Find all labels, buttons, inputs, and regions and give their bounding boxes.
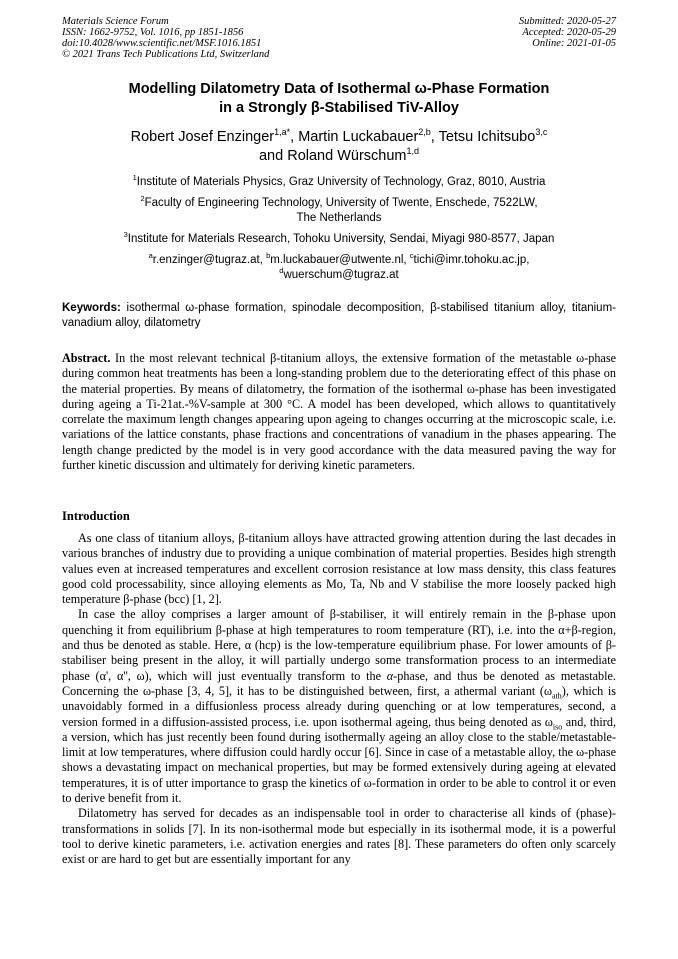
paper-title — [62, 80, 616, 118]
keywords — [62, 301, 616, 330]
intro-text: ), which is unavoidably formed in a diffusionless process already during quenching or at low temperatures, second, a version formed in a diffusion-assisted process, i.e. upon isothermal ageing, thus being denoted as ω — [62, 683, 616, 729]
email-mark: d — [279, 266, 284, 276]
section-heading-introduction: Introduction — [62, 509, 130, 523]
abstract-label: Abstract. — [62, 351, 111, 365]
author-separator: , — [290, 129, 299, 145]
abstract — [62, 351, 616, 473]
email-line-2 — [62, 268, 616, 283]
email-mark: a — [148, 251, 153, 261]
email-address: tichi@imr.tohoku.ac.jp, — [413, 254, 530, 266]
affiliation-line — [62, 232, 616, 247]
email-mark: b — [266, 251, 271, 261]
journal-issn: ISSN: 1662-9752, Vol. 1016, pp 1851-1856 — [62, 27, 244, 38]
journal-copyright: © 2021 Trans Tech Publications Ltd, Switzerland — [62, 49, 270, 60]
subscript-iso: iso — [552, 722, 563, 731]
journal-name: Materials Science Forum — [62, 16, 169, 27]
author-and: and — [258, 148, 288, 164]
author-affil-mark: 3,c — [535, 127, 548, 138]
email-mark: c — [409, 251, 414, 261]
affiliation-mark: 1 — [132, 173, 137, 183]
accepted-date: Accepted: 2020-05-29 — [522, 27, 616, 38]
keywords-label: Keywords: — [62, 302, 121, 314]
subscript-ath: ath — [551, 691, 562, 701]
email-address: wuerschum@tugraz.at — [283, 269, 399, 281]
intro-symbol-alpha: α — [386, 668, 394, 683]
introduction-body — [62, 531, 616, 868]
affiliation-text-cont: The Netherlands — [296, 212, 382, 224]
submission-dates — [519, 16, 616, 49]
affiliation-1 — [62, 175, 616, 190]
affiliation-2 — [62, 196, 616, 226]
abstract-text: In the most relevant technical β-titanium alloys, the extensive formation of the metastable ω-phase during common heat treatments has been a long-standing problem due to the deteriorating effect of this phase on the material properties. By means of dilatometry, the formation of the isothermal ω-phase has been investigated during ageing a Ti-21at.-%V-sample at 300 °C. A model has been developed, which allows to quantitatively correlate the maximum length changes appearing upon ageing to changes occurring at the microscopic scale, i.e. variations of the lattice constants, phase fractions and concentrations of vanadium in the phases appearing. The length change predicted by the model is in very good accordance with the data measured paving the way for further kinetic discussion and ultimately for deriving kinetic parameters. — [62, 351, 616, 473]
author-affil-mark: 2,b — [418, 127, 431, 138]
intro-paragraph-1: As one class of titanium alloys, β-titanium alloys have attracted growing attention during the last decades in various branches of industry due to providing a unique combination of material properties. Besides high strength values even at increased temperatures and excellent corrosion resistance at low mass density, this class features good cold processability, since alloying elements as Mo, Ta, Nb and V stabilise the more loosely packed high temperature β-phase (bcc) [1, 2]. — [62, 531, 616, 607]
affiliation-line — [62, 175, 616, 190]
affiliation-3 — [62, 232, 616, 247]
affiliation-text: Faculty of Engineering Technology, University of Twente, Enschede, 7522LW, — [144, 197, 538, 209]
author-list — [62, 128, 616, 166]
author-name: Tetsu Ichitsubo — [438, 129, 536, 145]
author-separator: , — [430, 129, 439, 145]
email-line-1 — [62, 253, 616, 268]
intro-paragraph-3: Dilatometry has served for decades as an indispensable tool in order to characterise all kinds of (phase)-transformations in solids [7]. In its non-isothermal mode but especially in its isothermal mode, it is a powerful tool to derive kinetic parameters, i.e. activation energies and rates [8]. These parameters do often only scarcely exist or are hard to get but are essentially important for any — [62, 806, 616, 867]
affiliation-mark: 2 — [140, 194, 145, 204]
author-affil-mark: 1,a* — [274, 127, 291, 138]
journal-info — [62, 16, 269, 60]
author-name: Robert Josef Enzinger — [130, 129, 275, 145]
author-affil-mark: 1,d — [406, 146, 419, 157]
affiliation-mark: 3 — [123, 230, 128, 240]
affiliation-text: Institute for Materials Research, Tohoku University, Sendai, Miyagi 980-8577, Japan — [127, 233, 555, 245]
title-line-2: in a Strongly β-Stabilised TiV-Alloy — [219, 100, 459, 116]
affiliation-line — [62, 196, 616, 211]
intro-text: and, third, a version, which has just recently been found during isothermally ageing an alloy close to the stable/metastable-limit at low temperatures, where diffusion could hardly occur [6]. Since in case of a metastable alloy, the ω-phase shows a devastating impact on mechanical properties, but may be formed extensively during ageing at elevated temperatures, it is of utter importance to grasp the kinetics of ω-formation in order to be able to control it or even to derive benefit from it. — [62, 714, 616, 806]
author-name: Martin Luckabauer — [298, 129, 419, 145]
abstract-paragraph — [62, 351, 616, 473]
author-line-2 — [62, 147, 616, 166]
journal-doi: doi:10.4028/www.scientific.net/MSF.1016.1851 — [62, 38, 262, 49]
title-line-1: Modelling Dilatometry Data of Isothermal ω-Phase Formation — [128, 81, 550, 97]
keywords-text: isothermal ω-phase formation, spinodale decomposition, β-stabilised titanium alloy, titanium-vanadium alloy, dilatometry — [62, 302, 616, 329]
intro-paragraph-2 — [62, 607, 616, 806]
online-date: Online: 2021-01-05 — [532, 38, 616, 49]
affiliation-text: Institute of Materials Physics, Graz University of Technology, Graz, 8010, Austria — [136, 176, 546, 188]
author-line-1 — [62, 128, 616, 147]
email-address: r.enzinger@tugraz.at, — [152, 254, 267, 266]
intro-text: -phase, and thus be denoted as metastable. Concerning the ω-phase [3, 4, 5], it has to be distinguished between, first, a athermal variant (ω — [62, 668, 616, 698]
email-list — [62, 253, 616, 283]
email-address: m.luckabauer@utwente.nl, — [270, 254, 410, 266]
intro-text: In case the alloy comprises a larger amount of β-stabiliser, it will entirely remain in the β-phase upon quenching it from equilibrium β-phase at high temperatures to room temperature (RT), i.e. into the α+β-region, and thus be denoted as stable. Here, α (hcp) is the low-temperature equilibrium phase. For lower amounts of β-stabiliser being present in the alloy, it will partially undergo some transformation process to an intermediate phase (α', α'', ω), which will just eventually transform to the — [62, 607, 616, 683]
author-name: Roland Würschum — [287, 148, 407, 164]
submitted-date: Submitted: 2020-05-27 — [518, 16, 616, 27]
